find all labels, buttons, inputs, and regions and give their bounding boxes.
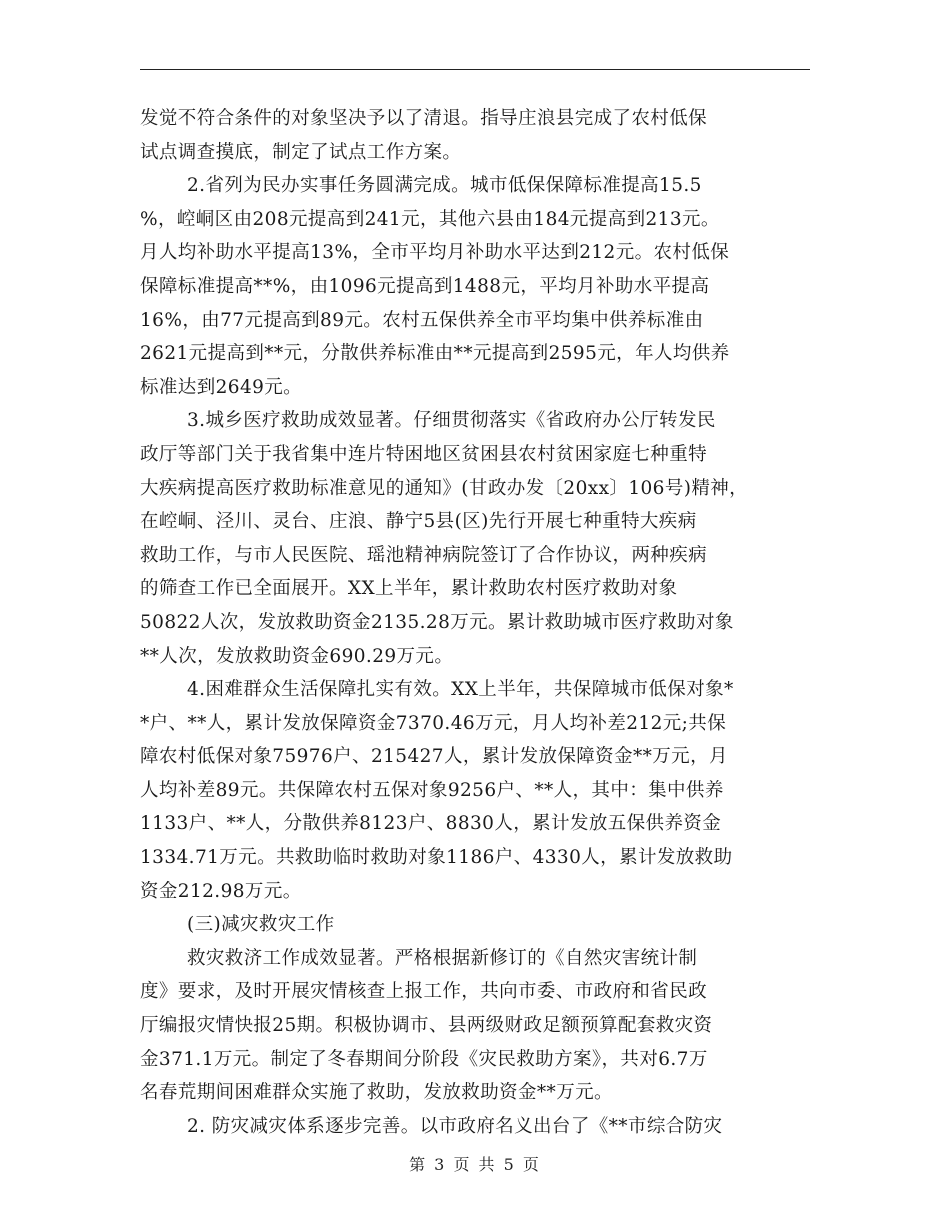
text-line: 保障标准提高**%，由1096元提高到1488元，平均月补助水平提高 xyxy=(140,275,710,297)
text-line: 1334.71万元。共救助临时救助对象1186户、4330人，累计发放救助 xyxy=(140,847,733,869)
document-body xyxy=(140,102,820,1143)
text-line: 度》要求，及时开展灾情核查上报工作，共向市委、市政府和省民政 xyxy=(140,981,708,1003)
text-line: 试点调查摸底，制定了试点工作方案。 xyxy=(140,141,462,163)
text-line: **人次，发放救助资金690.29万元。 xyxy=(140,645,454,667)
text-line: 资金212.98万元。 xyxy=(140,880,302,902)
header-rule xyxy=(140,69,810,70)
text-line: 人均补差89元。共保障农村五保对象9256户、**人，其中：集中供养 xyxy=(140,779,724,801)
text-line: 名春荒期间困难群众实施了救助，发放救助资金**万元。 xyxy=(140,1082,613,1104)
text-line: 16%，由77元提高到89元。农村五保供养全市平均集中供养标准由 xyxy=(140,309,704,331)
text-line: 50822人次，发放救助资金2135.28万元。累计救助城市医疗救助对象 xyxy=(140,611,734,633)
text-line: 救助工作，与市人民医院、瑶池精神病院签订了合作协议，两种疾病 xyxy=(140,544,708,566)
text-line: 3.城乡医疗救助成效显著。仔细贯彻落实《省政府办公厅转发民 xyxy=(187,410,716,432)
text-line: 在崆峒、泾川、灵台、庄浪、静宁5县(区)先行开展七种重特大疾病 xyxy=(140,511,697,533)
text-line: 标准达到2649元。 xyxy=(140,376,303,398)
text-line: 救灾救济工作成效显著。严格根据新修订的《自然灾害统计制 xyxy=(187,947,698,969)
text-line: 金371.1万元。制定了冬春期间分阶段《灾民救助方案》，共对6.7万 xyxy=(140,1048,708,1070)
text-line: 月人均补助水平提高13%，全市平均月补助水平达到212元。农村低保 xyxy=(140,242,730,264)
page-footer: 第 3 页 共 5 页 xyxy=(409,1155,541,1174)
text-line: 大疾病提高医疗救助标准意见的通知》(甘政办发〔20xx〕106号)精神， xyxy=(140,477,749,499)
text-line: 2621元提高到**元，分散供养标准由**元提高到2595元，年人均供养 xyxy=(140,343,730,365)
text-line: %，崆峒区由208元提高到241元，其他六县由184元提高到213元。 xyxy=(140,208,720,230)
text-line: (三)减灾救灾工作 xyxy=(187,914,335,936)
text-line: 障农村低保对象75976户、215427人，累计发放保障资金**万元，月 xyxy=(140,746,728,768)
text-line: 1133户、**人，分散供养8123户、8830人，累计发放五保供养资金 xyxy=(140,813,722,835)
text-line: 厅编报灾情快报25期。积极协调市、县两级财政足额预算配套救灾资 xyxy=(140,1015,713,1037)
text-line: 发觉不符合条件的对象坚决予以了清退。指导庄浪县完成了农村低保 xyxy=(140,108,708,129)
text-line: 的筛查工作已全面展开。XX上半年，累计救助农村医疗救助对象 xyxy=(140,578,678,600)
text-line: 政厅等部门关于我省集中连片特困地区贫困县农村贫困家庭七种重特 xyxy=(140,443,708,465)
text-line: *户、**人，累计发放保障资金7370.46万元，月人均补差212元;共保 xyxy=(140,712,727,734)
text-line: 2. 防灾减灾体系逐步完善。以市政府名义出台了《**市综合防灾 xyxy=(187,1115,723,1137)
text-line: 4.困难群众生活保障扎实有效。XX上半年，共保障城市低保对象* xyxy=(187,679,734,701)
text-line: 2.省列为民办实事任务圆满完成。城市低保保障标准提高15.5 xyxy=(187,175,702,197)
